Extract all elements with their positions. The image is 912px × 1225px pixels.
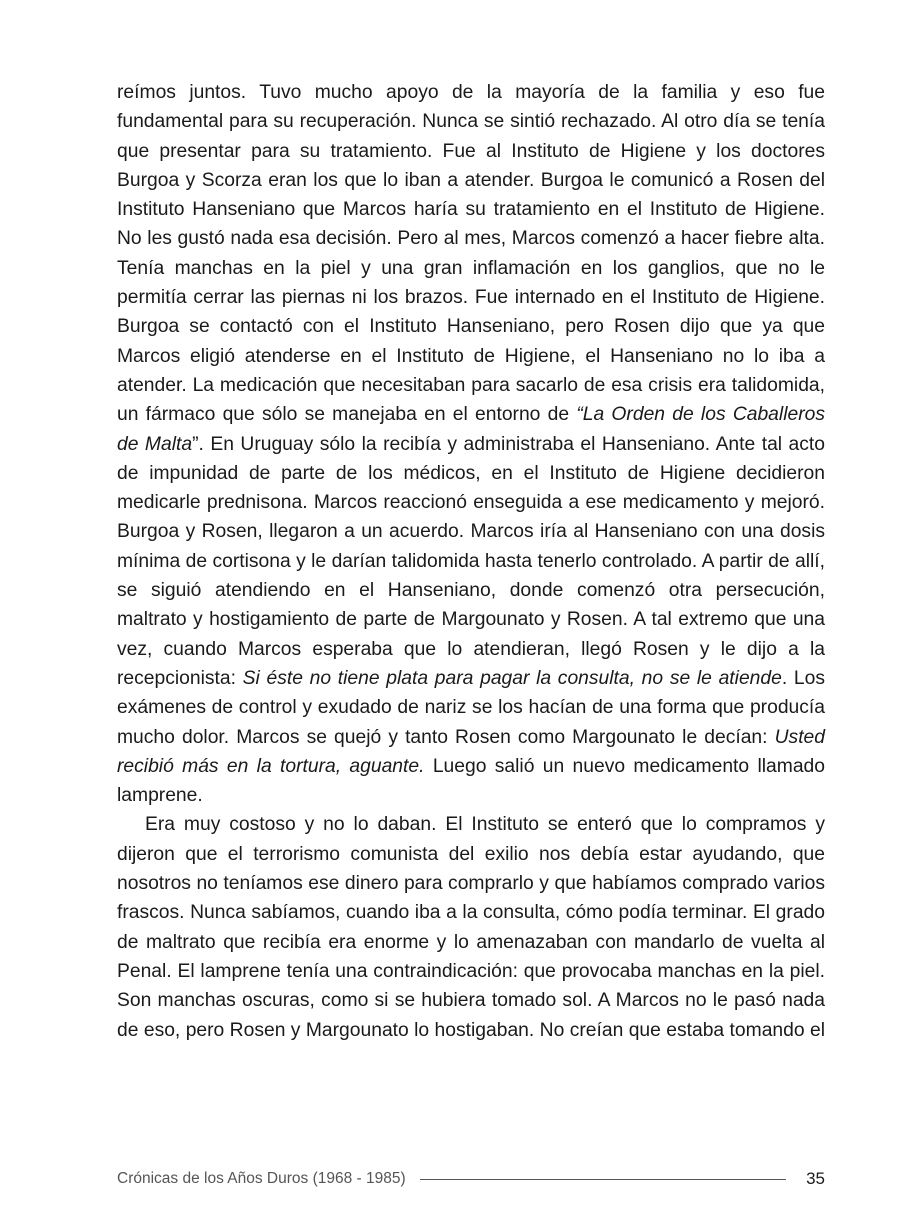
paragraph-1-italic-c: Usted recibió más en la tortura, aguante.: [117, 726, 825, 777]
paragraph-1-text-c: . Los exámenes de control y exudado de nariz se los hacían de una forma que producía mucho dolor. Marcos se quejó y tanto Rosen como Margounato le decían:: [117, 667, 825, 748]
paragraph-1-text-a: reímos juntos. Tuvo mucho apoyo de la mayoría de la familia y eso fue fundamental para su recuperación. Nunca se sintió rechazado. Al otro día se tenía que presentar para su tratamiento. Fue al Instituto de Higiene y los doctores Burgoa y Scorza eran los que lo iban a atender. Burgoa le comunicó a Rosen del Instituto Hanseniano que Marcos haría su tratamiento en el Instituto de Higiene. No les gustó nada esa decisión. Pero al mes, Marcos comenzó a hacer fiebre alta. Tenía manchas en la piel y una gran inflamación en los ganglios, que no le permitía cerrar las piernas ni los brazos. Fue internado en el Instituto de Higiene. Burgoa se contactó con el Instituto Hanseniano, pero Rosen dijo que ya que Marcos eligió atenderse en el Instituto de Higiene, el Hanseniano no lo iba a atender. La medicación que necesitaban para sacarlo de esa crisis era talidomida, un fármaco que sólo se manejaba en el entorno de: [117, 82, 825, 426]
paragraph-1-text-b: ”. En Uruguay sólo la recibía y administraba el Hanseniano. Ante tal acto de impunidad de parte de los médicos, en el Instituto de Higiene decidieron medicarle prednisona. Marcos reaccionó enseguida a ese medicamento y mejoró. Burgoa y Rosen, llegaron a un acuerdo. Marcos iría al Hanseniano con una dosis mínima de cortisona y le darían talidomida hasta tenerlo controlado. A partir de allí, se siguió atendiendo en el Hanseniano, donde comenzó otra persecución, maltrato y hostigamiento de parte de Margounato y Rosen. A tal extremo que una vez, cuando Marcos esperaba que lo atendieran, llegó Rosen y le dijo a la recepcionista:: [117, 433, 825, 689]
running-footer-title: Crónicas de los Años Duros (1968 - 1985): [117, 1170, 406, 1187]
paragraph-2: Era muy costoso y no lo daban. El Instituto se enteró que lo compramos y dijeron que el terrorismo comunista del exilio nos debía estar ayudando, que nosotros no teníamos ese dinero para comprarlo y que habíamos comprado varios frascos. Nunca sabíamos, cuando iba a la consulta, cómo podía terminar. El grado de maltrato que recibía era enorme y lo amenazaban con mandarlo de vuelta al Penal. El lamprene tenía una contraindicación: que provocaba manchas en la piel. Son manchas oscuras, como si se hubiera tomado sol. A Marcos no le pasó nada de eso, pero Rosen y Margounato lo hostigaban. No creían que estaba tomando el: [117, 814, 825, 1041]
paragraph-1-italic-a: “La Orden de los Caballeros de Malta: [117, 404, 825, 455]
body-text: [117, 78, 825, 1045]
paragraph-1: [117, 78, 825, 810]
footer-rule: [420, 1179, 786, 1180]
paragraph-1-text-d: Luego salió un nuevo medicamento llamado lamprene.: [117, 755, 825, 807]
page-number: 35: [806, 1169, 825, 1188]
paragraph-1-italic-b: Si éste no tiene plata para pagar la consulta, no se le atiende: [242, 667, 782, 689]
page-footer: [117, 1166, 825, 1192]
